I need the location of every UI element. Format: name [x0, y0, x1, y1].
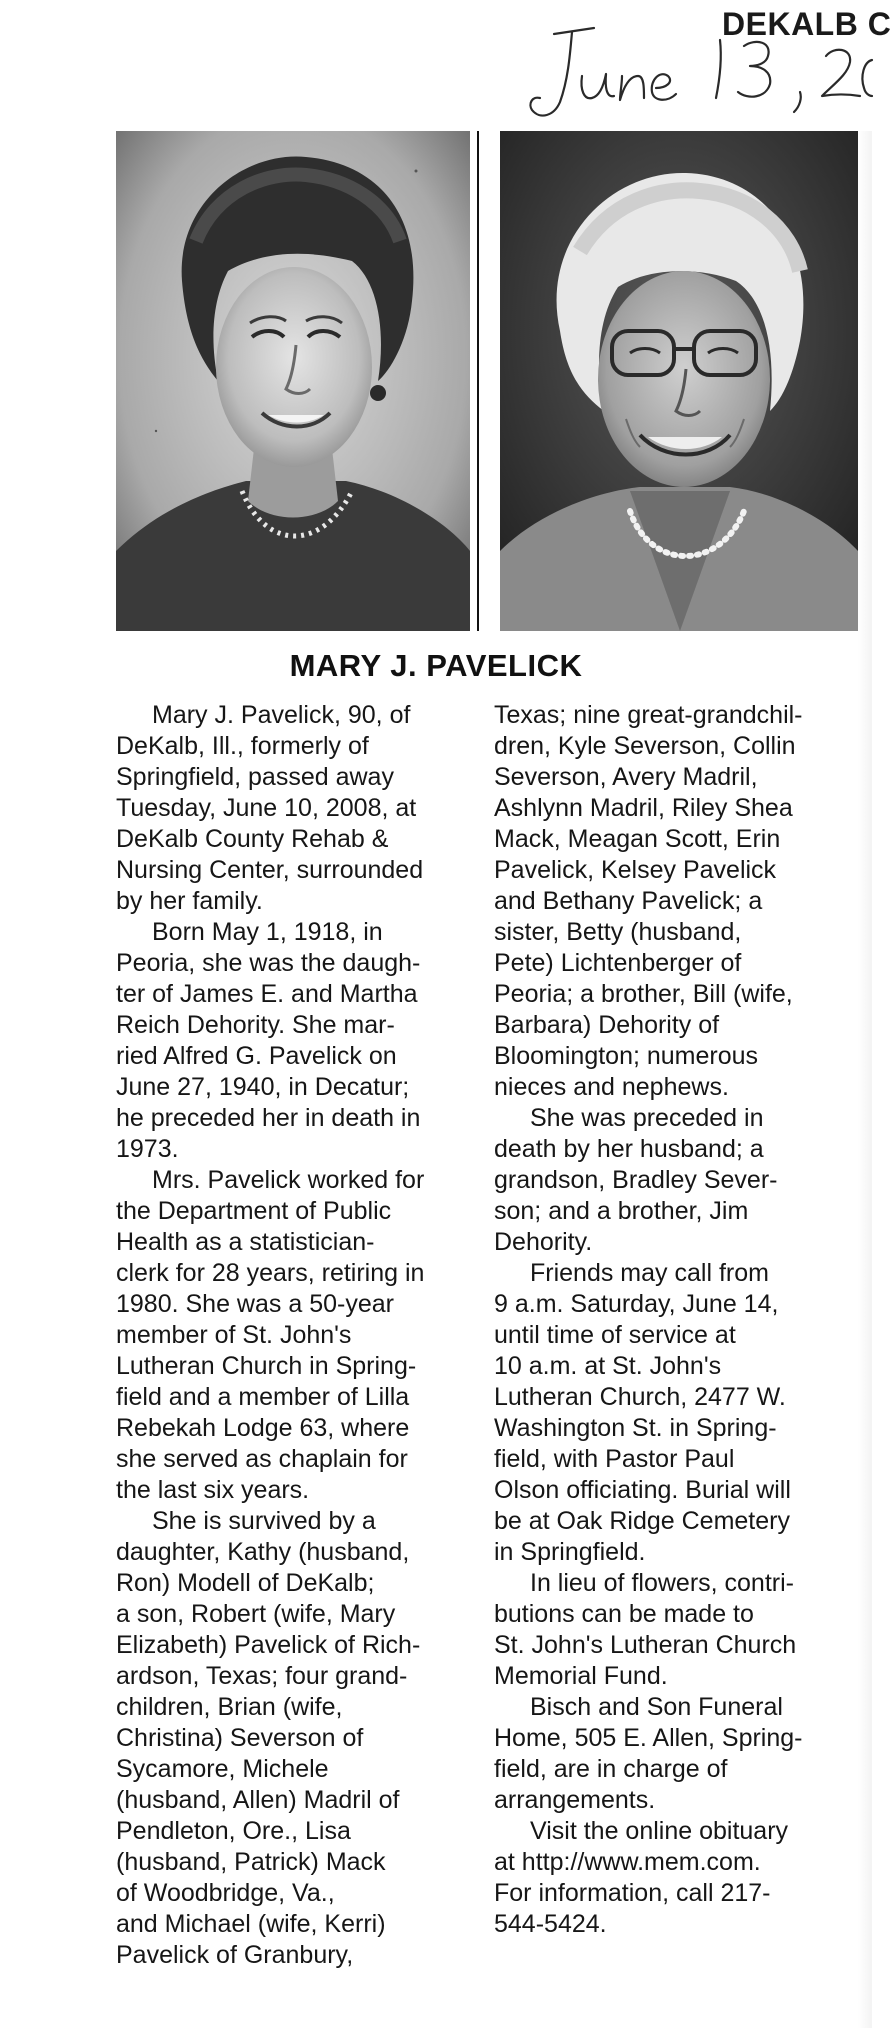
obituary-text-line: Peoria; a brother, Bill (wife,	[494, 980, 793, 1008]
obituary-text-line: Lutheran Church, 2477 W.	[494, 1383, 786, 1411]
obituary-text-line: ter of James E. and Martha	[116, 980, 418, 1008]
obituary-text-line: Olson officiating. Burial will	[494, 1476, 791, 1504]
obituary-text-line: Memorial Fund.	[494, 1662, 668, 1690]
obituary-text-line: ried Alfred G. Pavelick on	[116, 1042, 397, 1070]
obituary-text-line: Nursing Center, surrounded	[116, 856, 424, 884]
obituary-text-line: Pavelick of Granbury,	[116, 1941, 354, 1969]
young-portrait-image	[116, 131, 470, 631]
obituary-text-line: be at Oak Ridge Cemetery	[494, 1507, 790, 1535]
obituary-text-line: Mack, Meagan Scott, Erin	[494, 825, 781, 853]
obituary-text-line: Barbara) Dehority of	[494, 1011, 720, 1039]
photo-young-portrait	[116, 131, 470, 631]
obituary-text-line: Pavelick, Kelsey Pavelick	[494, 856, 777, 884]
newspaper-masthead: DEKALB C	[722, 6, 891, 42]
obituary-text-line: Friends may call from	[530, 1259, 769, 1287]
obituary-right-column	[494, 700, 846, 1940]
obituary-text-line: Christina) Severson of	[116, 1724, 364, 1752]
page-edge-shadow	[858, 131, 872, 2028]
obituary-text-line: by her family.	[116, 887, 263, 915]
obituary-text-line: DeKalb, Ill., formerly of	[116, 732, 369, 760]
handwritten-date-drawing	[510, 10, 872, 130]
obituary-text-line: butions can be made to	[494, 1600, 754, 1628]
obituary-text-line: June 27, 1940, in Decatur;	[116, 1073, 410, 1101]
obituary-text-line: Born May 1, 1918, in	[152, 918, 383, 946]
obituary-text-line: Mary J. Pavelick, 90, of	[152, 701, 411, 729]
obituary-headline: MARY J. PAVELICK	[289, 648, 583, 683]
obituary-text-line: Dehority.	[494, 1228, 593, 1256]
obituary-text-line: Visit the online obituary	[530, 1817, 789, 1845]
obituary-text-line: ardson, Texas; four grand-	[116, 1662, 408, 1690]
obituary-text-line: She is survived by a	[152, 1507, 376, 1535]
obituary-text-line: Bloomington; numerous	[494, 1042, 759, 1070]
obituary-text-line: the Department of Public	[116, 1197, 392, 1225]
obituary-text-line: Washington St. in Spring-	[494, 1414, 777, 1442]
obituary-text-line: nieces and nephews.	[494, 1073, 729, 1101]
obituary-text-line: and Michael (wife, Kerri)	[116, 1910, 386, 1938]
obituary-text-line: Severson, Avery Madril,	[494, 763, 758, 791]
obituary-text-line: grandson, Bradley Sever-	[494, 1166, 778, 1194]
obituary-text-line: 10 a.m. at St. John's	[494, 1352, 722, 1380]
obituary-text-line: Pendleton, Ore., Lisa	[116, 1817, 351, 1845]
obituary-text-line: Pete) Lichtenberger of	[494, 949, 742, 977]
obituary-text-line: For information, call 217-	[494, 1879, 771, 1907]
obituary-text-line: member of St. John's	[116, 1321, 352, 1349]
elderly-portrait-image	[500, 131, 858, 631]
obituary-text-line: Mrs. Pavelick worked for	[152, 1166, 425, 1194]
obituary-text-line: Elizabeth) Pavelick of Rich-	[116, 1631, 421, 1659]
obituary-text-line: of Woodbridge, Va.,	[116, 1879, 335, 1907]
obituary-text-line: St. John's Lutheran Church	[494, 1631, 797, 1659]
obituary-text-line: 9 a.m. Saturday, June 14,	[494, 1290, 779, 1318]
obituary-text-line: Lutheran Church in Spring-	[116, 1352, 417, 1380]
obituary-text-line: Bisch and Son Funeral	[530, 1693, 783, 1721]
obituary-text-line: daughter, Kathy (husband,	[116, 1538, 410, 1566]
obituary-text-line: Peoria, she was the daugh-	[116, 949, 421, 977]
obituary-text-line: Health as a statistician-	[116, 1228, 375, 1256]
obituary-text-line: and Bethany Pavelick; a	[494, 887, 763, 915]
obituary-text-line: Rebekah Lodge 63, where	[116, 1414, 410, 1442]
obituary-text-line: a son, Robert (wife, Mary	[116, 1600, 396, 1628]
obituary-text-line: field, are in charge of	[494, 1755, 728, 1783]
obituary-text-line: son; and a brother, Jim	[494, 1197, 749, 1225]
obituary-text-line: until time of service at	[494, 1321, 736, 1349]
obituary-text-line: sister, Betty (husband,	[494, 918, 742, 946]
obituary-text-line: the last six years.	[116, 1476, 310, 1504]
obituary-text-line: Reich Dehority. She mar-	[116, 1011, 395, 1039]
obituary-text-line: at http://www.mem.com.	[494, 1848, 761, 1876]
obituary-text-line: Ron) Modell of DeKalb;	[116, 1569, 375, 1597]
obituary-text-line: field and a member of Lilla	[116, 1383, 410, 1411]
obituary-text-line: DeKalb County Rehab &	[116, 825, 389, 853]
obituary-text-line: 1980. She was a 50-year	[116, 1290, 394, 1318]
obituary-text-line: Sycamore, Michele	[116, 1755, 329, 1783]
photo-divider-rule	[477, 131, 479, 631]
obituary-text-line: Springfield, passed away	[116, 763, 394, 791]
obituary-text-line: In lieu of flowers, contri-	[530, 1569, 794, 1597]
obituary-text-line: field, with Pastor Paul	[494, 1445, 735, 1473]
obituary-text-line: 1973.	[116, 1135, 179, 1163]
obituary-text-line: in Springfield.	[494, 1538, 646, 1566]
obituary-text-line: (husband, Allen) Madril of	[116, 1786, 400, 1814]
obituary-text-line: 544-5424.	[494, 1910, 607, 1938]
obituary-text-line: Home, 505 E. Allen, Spring-	[494, 1724, 803, 1752]
obituary-text-line: Tuesday, June 10, 2008, at	[116, 794, 417, 822]
photo-elderly-portrait	[500, 131, 858, 631]
obituary-left-column	[116, 700, 484, 1971]
handwritten-date-annotation	[510, 10, 872, 130]
obituary-text-line: clerk for 28 years, retiring in	[116, 1259, 425, 1287]
obituary-text-line: children, Brian (wife,	[116, 1693, 343, 1721]
obituary-text-line: dren, Kyle Severson, Collin	[494, 732, 796, 760]
obituary-text-line: Texas; nine great-grandchil-	[494, 701, 803, 729]
obituary-text-line: he preceded her in death in	[116, 1104, 421, 1132]
obituary-text-line: she served as chaplain for	[116, 1445, 408, 1473]
obituary-text-line: arrangements.	[494, 1786, 656, 1814]
obituary-text-line: Ashlynn Madril, Riley Shea	[494, 794, 793, 822]
obituary-text-line: (husband, Patrick) Mack	[116, 1848, 386, 1876]
obituary-text-line: death by her husband; a	[494, 1135, 764, 1163]
obituary-text-line: She was preceded in	[530, 1104, 764, 1132]
